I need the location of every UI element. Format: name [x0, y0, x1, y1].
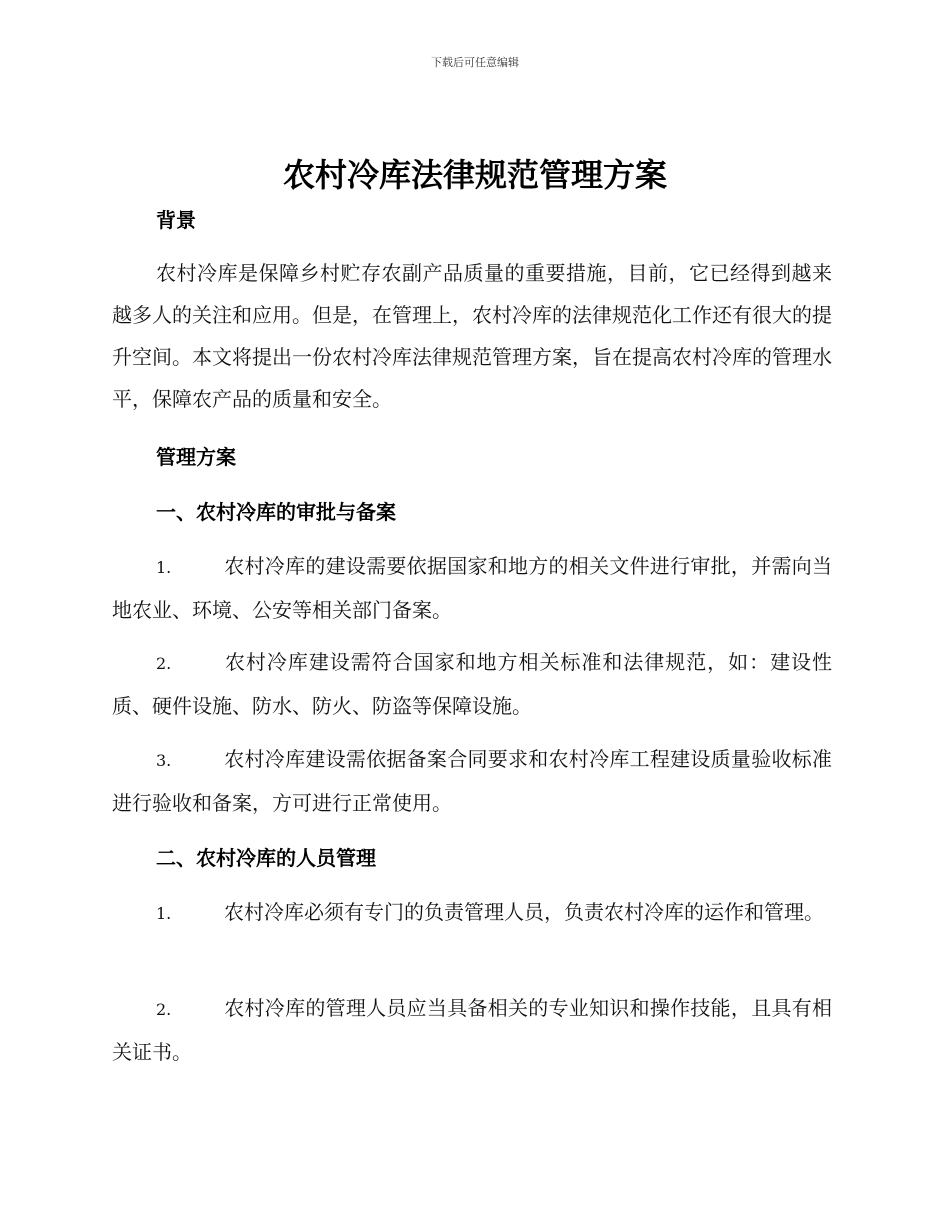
section2-heading: 二、农村冷库的人员管理 — [156, 846, 376, 870]
section1-heading-block — [112, 498, 832, 526]
list-item — [112, 987, 832, 1073]
plan-heading: 管理方案 — [156, 445, 236, 469]
list-item — [112, 545, 832, 631]
item-number: 2. — [156, 654, 172, 673]
background-paragraph-block — [112, 252, 832, 420]
item-number: 1. — [156, 904, 172, 923]
item-text: 农村冷库建设需依据备案合同要求和农村冷库工程建设质量验收标准进行验收和备案，方可进行正常使用。 — [112, 747, 832, 815]
item-text: 农村冷库必须有专门的负责管理人员，负责农村冷库的运作和管理。 — [224, 900, 824, 924]
item-text: 农村冷库建设需符合国家和地方相关标准和法律规范，如：建设性质、硬件设施、防水、防火、防盗等保障设施。 — [112, 650, 832, 718]
item-number: 2. — [156, 1000, 172, 1019]
background-paragraph: 农村冷库是保障乡村贮存农副产品质量的重要措施，目前，它已经得到越来越多人的关注和应用。但是，在管理上，农村冷库的法律规范化工作还有很大的提升空间。本文将提出一份农村冷库法律规范管理方案，旨在提高农村冷库的管理水平，保障农产品的质量和安全。 — [112, 261, 832, 411]
list-item — [112, 738, 832, 824]
section-heading: 背景 — [156, 208, 196, 232]
plan-heading-block — [112, 443, 832, 471]
section2-heading-block — [112, 844, 832, 872]
background-heading — [112, 206, 832, 234]
header-note: 下载后可任意编辑 — [431, 56, 519, 69]
item-text: 农村冷库的建设需要依据国家和地方的相关文件进行审批，并需向当地农业、环境、公安等相关部门备案。 — [112, 554, 832, 622]
list-item — [112, 641, 832, 727]
item-number: 3. — [156, 751, 172, 770]
list-item — [112, 891, 832, 935]
document-title: 农村冷库法律规范管理方案 — [282, 156, 667, 194]
section1-heading: 一、农村冷库的审批与备案 — [156, 500, 396, 524]
item-text: 农村冷库的管理人员应当具备相关的专业知识和操作技能，且具有相关证书。 — [112, 996, 832, 1064]
item-number: 1. — [156, 558, 172, 577]
